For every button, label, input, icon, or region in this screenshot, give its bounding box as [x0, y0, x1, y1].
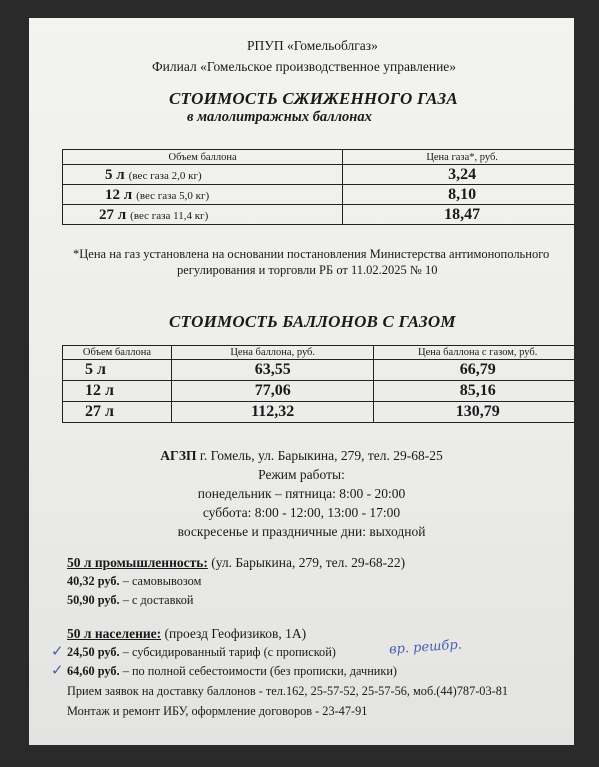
population-heading: 50 л население: (проезд Геофизиков, 1А) [67, 626, 307, 641]
bottle-price: 63,55 [171, 360, 373, 381]
bottle-with-gas-price: 130,79 [374, 402, 574, 423]
industrial-delivery: 50,90 руб. – с доставкой [67, 593, 194, 607]
table-row [63, 185, 575, 205]
header-volume: Объем баллона [63, 346, 172, 360]
bottle-with-gas-price: 85,16 [374, 381, 574, 402]
bottle-with-gas-price: 66,79 [374, 360, 574, 381]
title-gas-cost: СТОИМОСТЬ СЖИЖЕННОГО ГАЗА [169, 89, 458, 108]
volume-value: 5 л [105, 166, 125, 183]
population-full-cost: 64,60 руб. – по полной себестоимости (без прописки, дачники) [67, 664, 398, 678]
subtitle-small-cylinders: в малолитражных баллонах [187, 109, 372, 125]
volume-value: 12 л [105, 186, 133, 203]
volume-value: 5 л [63, 360, 172, 381]
footnote-line1: *Цена на газ установлена на основании постановления Министерства антимонопольного [73, 247, 550, 261]
branch-name: Филиал «Гомельское производственное управление» [152, 59, 457, 74]
table-row [63, 360, 575, 381]
table-row [63, 381, 575, 402]
title-cylinder-cost: СТОИМОСТЬ БАЛЛОНОВ С ГАЗОМ [169, 312, 456, 331]
check-mark-icon: ✓ [51, 661, 64, 679]
gas-weight: (вес газа 5,0 кг) [136, 189, 210, 202]
table-row [63, 402, 575, 423]
repair-contact: Монтаж и ремонт ИБУ, оформление договоров - 23-47-91 [67, 704, 368, 718]
header-volume: Объем баллона [63, 150, 343, 165]
hours-title: Режим работы: [258, 467, 345, 482]
station-address: АГЗП г. Гомель, ул. Барыкина, 279, тел. 29-68-25 [160, 448, 443, 463]
handwritten-note: вр. решбр. [388, 637, 463, 658]
gas-weight: (вес газа 11,4 кг) [130, 209, 209, 222]
gas-price-table [62, 149, 574, 225]
volume-value: 12 л [63, 381, 172, 402]
bottle-price: 77,06 [171, 381, 373, 402]
cylinder-price-table [62, 345, 574, 423]
hours-weekdays: понедельник – пятница: 8:00 - 20:00 [197, 486, 406, 501]
gas-weight: (вес газа 2,0 кг) [128, 169, 202, 182]
delivery-orders: Прием заявок на доставку баллонов - тел.162, 25-57-52, 25-57-56, моб.(44)787-03-81 [67, 684, 509, 698]
industrial-heading: 50 л промышленность: (ул. Барыкина, 279, тел. 29-68-22) [67, 555, 406, 570]
population-subsidized: 24,50 руб. – субсидированный тариф (с пропиской) [67, 645, 336, 659]
org-name: РПУП «Гомельоблгаз» [247, 38, 378, 53]
header-gas-price: Цена газа*, руб. [343, 150, 574, 165]
header-bottle-with-gas-price: Цена баллона с газом, руб. [374, 346, 574, 360]
hours-saturday: суббота: 8:00 - 12:00, 13:00 - 17:00 [202, 505, 401, 520]
gas-price: 3,24 [343, 165, 574, 185]
gas-price: 18,47 [343, 205, 574, 225]
table-row [63, 205, 575, 225]
price-notice-sheet [29, 18, 574, 745]
volume-value: 27 л [63, 402, 172, 423]
bottle-price: 112,32 [171, 402, 373, 423]
header-bottle-price: Цена баллона, руб. [171, 346, 373, 360]
gas-price: 8,10 [343, 185, 574, 205]
volume-value: 27 л [99, 206, 127, 223]
table-row [63, 165, 575, 185]
industrial-pickup: 40,32 руб. – самовывозом [67, 574, 202, 588]
footnote-line2: регулирования и торговли РБ от 11.02.2025 № 10 [177, 263, 438, 277]
check-mark-icon: ✓ [51, 642, 64, 660]
hours-sunday: воскресенье и праздничные дни: выходной [177, 524, 426, 539]
